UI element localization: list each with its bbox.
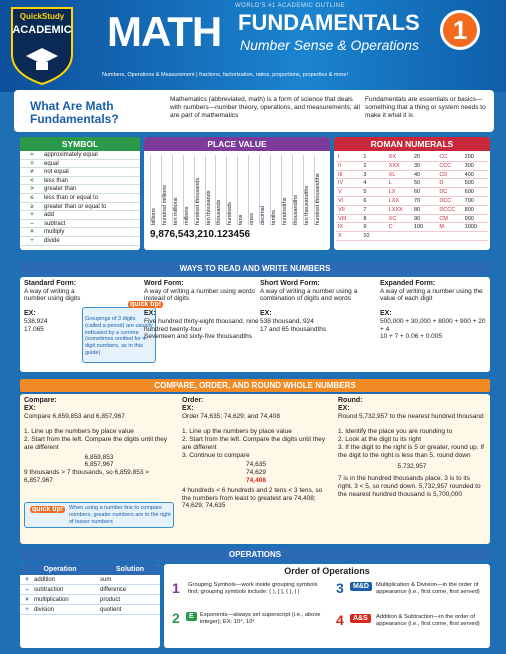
place-value-column: ten thousands	[205, 155, 215, 225]
symbol-meaning: add	[44, 212, 55, 219]
roman-numerals-panel	[334, 137, 490, 250]
page-subtitle: Number Sense & Operations	[240, 37, 419, 53]
compare-panel	[20, 394, 490, 544]
roman-grid	[334, 151, 490, 243]
order-n3: 74,408	[246, 476, 266, 484]
what-are-heading: What Are Math Fundamentals?	[30, 99, 119, 126]
compare-header: COMPARE, ORDER, AND ROUND WHOLE NUMBERS	[20, 379, 490, 392]
operation-name: subtraction	[34, 587, 64, 593]
place-value-panel	[144, 137, 330, 250]
roman-cell: 20	[412, 153, 437, 162]
order-conclusion: 4 hundreds < 6 hundreds and 2 tens < 3 tens, so the numbers from least to greatest are 74,408; 74,629; 74,635	[182, 486, 323, 510]
round-step1: 1. Identify the place you are rounding to	[338, 428, 453, 436]
operation-row	[20, 585, 160, 595]
symbol-glyph: ÷	[30, 237, 34, 244]
round-ex-text: Round 5,732,957 to the nearest hundred thousand	[338, 412, 484, 420]
compare-n1: 6,859,853	[84, 453, 114, 461]
roman-cell: 900	[463, 215, 488, 224]
expanded-ex1: 500,000 + 30,000 + 8000 + 900 + 20 + 4	[380, 317, 486, 333]
operation-symbol: ×	[25, 597, 29, 603]
roman-cell: V	[336, 188, 361, 197]
operations-table-header	[20, 564, 160, 575]
round-head: Round:	[338, 397, 363, 404]
symbol-panel	[20, 137, 140, 250]
roman-cell: 4	[361, 179, 386, 188]
operation-solution: quotient	[100, 607, 122, 613]
place-value-column: millions	[183, 155, 193, 225]
standard-ex-label: EX:	[24, 310, 36, 318]
expanded-form	[380, 280, 486, 341]
word-ex2: Seventeen and sixty-five thousandths	[144, 333, 253, 341]
compare-conclusion: 9 thousands > 7 thousands, so 6,859,853 > 6,857,967	[24, 469, 150, 484]
badge-main-text: ACADEMIC	[12, 24, 72, 36]
roman-cell: IX	[336, 223, 361, 232]
place-value-header: PLACE VALUE	[144, 137, 330, 151]
step-2-number: 2	[172, 610, 180, 626]
order-ex-label: EX:	[182, 404, 194, 412]
operation-name: division	[34, 607, 55, 613]
order-step1: 1. Line up the numbers by place value	[182, 428, 292, 436]
roman-cell: IV	[336, 179, 361, 188]
fundamentals-definition: Fundamentals are essentials or basics—something that a thing or system needs to make it what it is	[365, 96, 486, 119]
roman-cell: III	[336, 171, 361, 180]
place-value-column: thousandths	[292, 155, 302, 225]
symbol-meaning: greater than or equal to	[44, 203, 107, 210]
round-conclusion: 7 is in the hundred thousands place. 3 is to its right. 3 < 5, so round down. 5,732,957 rounded to the nearest hundred thousand is 5,700,000	[338, 475, 481, 498]
roman-cell	[463, 232, 488, 241]
roman-cell: DC	[437, 188, 462, 197]
operation-symbol: ÷	[25, 607, 29, 613]
expanded-ex2: 10 + 7 + 0.06 + 0.005	[380, 333, 442, 341]
roman-cell: 70	[412, 197, 437, 206]
roman-cell: XL	[387, 171, 412, 180]
symbol-meaning: less than or equal to	[44, 194, 99, 201]
topics-line: Numbers, Operations & Measurement | fractions, factorization, ratios, proportions, properties & more!	[102, 72, 348, 78]
symbol-row	[20, 203, 140, 212]
symbol-meaning: divide	[44, 237, 60, 244]
symbol-row	[20, 220, 140, 229]
compare-n2: 6,857,967	[84, 461, 114, 469]
roman-cell: L	[387, 179, 412, 188]
symbol-glyph: ≈	[30, 152, 34, 158]
order-n1: 74,635	[246, 461, 266, 469]
roman-cell: XC	[387, 215, 412, 224]
step-2-text: Exponents—always set superscript (i.e., above integer); EX: 10⁴, 10³	[200, 612, 321, 625]
roman-cell: 8	[361, 215, 386, 224]
operation-row	[20, 575, 160, 585]
symbol-row	[20, 185, 140, 194]
place-value-column: decimal	[259, 155, 269, 225]
symbol-row	[20, 151, 140, 160]
roman-cell: VI	[336, 197, 361, 206]
roman-cell: 80	[412, 206, 437, 215]
round-number: 5,732,957	[397, 463, 427, 471]
roman-cell: 1	[361, 153, 386, 162]
badge-top-text: QuickStudy	[19, 12, 65, 21]
roman-cell: 400	[463, 171, 488, 180]
symbol-glyph: +	[30, 212, 34, 219]
roman-cell: 40	[412, 171, 437, 180]
symbol-glyph: –	[30, 220, 34, 227]
compare-step2: 2. Start from the left. Compare the digits until they are different	[24, 435, 168, 451]
roman-cell	[437, 232, 462, 241]
standard-ex1: 538,924	[24, 317, 48, 325]
page-title: MATH	[107, 8, 222, 55]
short-ex2: 17 and 65 thousandths	[260, 325, 327, 333]
round-step3: 3. If the digit to the right is 5 or greater, round up. If the digit to the right is less than 5, round down	[338, 443, 484, 459]
step-1-number: 1	[172, 580, 180, 596]
roman-cell	[412, 232, 437, 241]
compare-numbers	[24, 454, 174, 470]
symbol-meaning: approximately equal	[44, 152, 98, 158]
roman-header: ROMAN NUMERALS	[334, 137, 490, 151]
roman-cell: CM	[437, 215, 462, 224]
symbol-header: SYMBOL	[20, 137, 140, 151]
order-step3: 3. Continue to compare	[182, 451, 250, 459]
symbol-meaning: multiply	[44, 229, 65, 236]
compare-head: Compare:	[24, 397, 57, 404]
symbol-list	[20, 151, 140, 246]
place-value-column: thousands	[215, 155, 225, 225]
step-3-tag: M&D	[350, 582, 372, 591]
operations-rows	[20, 575, 160, 615]
standard-head: Standard Form:	[24, 280, 77, 287]
symbol-row	[20, 160, 140, 169]
step-4-number: 4	[336, 612, 344, 628]
roman-cell: VIII	[336, 215, 361, 224]
symbol-row	[20, 177, 140, 186]
roman-cell: 1000	[463, 223, 488, 232]
symbol-row	[20, 194, 140, 203]
place-value-column: billions	[150, 155, 160, 225]
roman-cell: 500	[463, 179, 488, 188]
symbol-glyph: ≠	[30, 169, 34, 176]
word-ex1: Five hundred thirty-eight thousand, nine hundred twenty-four	[144, 317, 259, 333]
operation-symbol: –	[25, 587, 29, 593]
roman-cell: CC	[437, 153, 462, 162]
operation-row	[20, 595, 160, 605]
roman-cell: 700	[463, 197, 488, 206]
roman-cell: 600	[463, 188, 488, 197]
standard-desc: A way of writing a number using digits	[24, 287, 81, 303]
operation-row	[20, 605, 160, 615]
place-value-column: ones	[248, 155, 258, 225]
roman-cell: 800	[463, 206, 488, 215]
symbol-glyph: ≥	[30, 203, 34, 210]
step-2-tag: E	[186, 612, 197, 621]
place-value-column: hundredths	[281, 155, 291, 225]
roman-cell: M	[437, 223, 462, 232]
ways-header: WAYS TO READ AND WRITE NUMBERS	[20, 262, 490, 275]
roman-cell: 300	[463, 162, 488, 171]
compare-column	[24, 397, 174, 485]
expanded-head: Expanded Form:	[380, 280, 436, 287]
title-fundamentals: FUNDAMENTALS	[238, 10, 420, 35]
step-1-text: Grouping Symbols—work inside grouping symbols first; grouping symbols include: ( ), [ ], { }, | |	[188, 582, 318, 595]
roman-cell: DCCC	[437, 206, 462, 215]
roman-cell: 60	[412, 188, 437, 197]
place-value-column: tenths	[270, 155, 280, 225]
roman-cell: 30	[412, 162, 437, 171]
quickstudy-badge	[6, 4, 78, 86]
expanded-desc: A way of writing a number using the value of each digit	[380, 287, 483, 303]
step-4-tag: A&S	[350, 614, 371, 623]
short-desc: A way of writing a number using a combination of digits and words	[260, 287, 358, 303]
word-form	[144, 280, 272, 341]
order-step2: 2. Start from the left. Compare the digits until they are different	[182, 435, 326, 451]
compare-ex-text: Compare 6,859,853 and 6,857,967	[24, 412, 125, 420]
roman-cell: D	[437, 179, 462, 188]
roman-cell: LXX	[387, 197, 412, 206]
roman-cell: 3	[361, 171, 386, 180]
place-value-column: ten thousandths	[303, 155, 313, 225]
place-value-column: ten millions	[172, 155, 182, 225]
roman-cell	[387, 232, 412, 241]
symbol-glyph: ×	[30, 229, 34, 236]
symbol-meaning: greater than	[44, 186, 77, 193]
operation-solution: product	[100, 597, 121, 603]
math-definition: Mathematics (abbreviated, math) is a form of science that deals with numbers—number theory, operations, and measurements; all are part of mathematics	[170, 96, 360, 119]
roman-cell: X	[336, 232, 361, 241]
roman-cell: XXX	[387, 162, 412, 171]
symbol-meaning: less than	[44, 177, 69, 184]
place-value-column: hundred millions	[161, 155, 171, 225]
operation-name: multiplication	[34, 597, 69, 603]
roman-cell: C	[387, 223, 412, 232]
place-value-column: hundred thousands	[194, 155, 204, 225]
place-value-column: hundreds	[226, 155, 236, 225]
place-value-column: hundred thousandths	[314, 155, 324, 225]
roman-cell: 2	[361, 162, 386, 171]
operations-table	[20, 564, 160, 648]
symbol-row	[20, 168, 140, 177]
roman-cell: 5	[361, 188, 386, 197]
operations-header: OPERATIONS	[20, 548, 490, 561]
compare-tip-icon: quick tip!	[32, 506, 64, 513]
compare-step1: 1. Line up the numbers by place value	[24, 428, 134, 436]
short-head: Short Word Form:	[260, 280, 320, 287]
short-ex1: 538 thousand, 924	[260, 317, 314, 325]
roman-cell: 90	[412, 215, 437, 224]
roman-cell: 6	[361, 197, 386, 206]
roman-cell: I	[336, 153, 361, 162]
order-ex-text: Order 74,635; 74,629; and 74,408	[182, 412, 280, 420]
word-head: Word Form:	[144, 280, 184, 287]
symbol-meaning: subtract	[44, 220, 66, 227]
roman-cell: 10	[361, 232, 386, 241]
order-column	[182, 397, 330, 510]
standard-form	[24, 280, 82, 333]
operation-solution: difference	[100, 587, 127, 593]
step-3-text: Multiplication & Division—in the order of appearance (i.e., first come, first served)	[376, 582, 480, 595]
tagline: WORLD'S #1 ACADEMIC OUTLINE	[235, 3, 345, 9]
symbol-glyph: <	[30, 177, 34, 184]
round-column	[338, 397, 486, 499]
ways-panel	[20, 277, 490, 372]
symbol-row	[20, 237, 140, 246]
operation-name: addition	[34, 577, 56, 583]
symbol-row	[20, 211, 140, 220]
order-of-operations-panel	[164, 564, 490, 648]
roman-cell: LX	[387, 188, 412, 197]
step-4-text: Addition & Subtraction—in the order of appearance (i.e., first come, first served)	[376, 614, 480, 627]
guide-number-badge: 1	[440, 10, 480, 50]
order-numbers	[182, 461, 330, 484]
roman-cell: 9	[361, 223, 386, 232]
order-n2: 74,629	[246, 469, 266, 477]
roman-cell: XX	[387, 153, 412, 162]
compare-ex-label: EX:	[24, 404, 36, 412]
roman-cell: 7	[361, 206, 386, 215]
standard-ex2: 17.065	[24, 325, 44, 333]
quick-tip-text: Groupings of 3 digits (called a period) are usually indicated by a comma (sometimes omitted for 4-digit numbers, as in this guide)	[85, 316, 153, 356]
operation-solution: sum	[100, 577, 112, 583]
expanded-ex-label: EX:	[380, 310, 392, 318]
symbol-meaning: equal	[44, 160, 59, 167]
symbol-row	[20, 228, 140, 237]
roman-cell: CD	[437, 171, 462, 180]
roman-cell: 50	[412, 179, 437, 188]
place-value-column: tens	[237, 155, 247, 225]
roman-cell: CCC	[437, 162, 462, 171]
roman-cell: LXXX	[387, 206, 412, 215]
short-word-form	[260, 280, 374, 333]
operation-col-head: Operation	[43, 566, 77, 573]
compare-tip-text: When using a number line to compare numbers, greater numbers are to the right of lesser numbers	[69, 505, 171, 525]
word-ex-label: EX:	[144, 310, 156, 318]
roman-cell: DCC	[437, 197, 462, 206]
word-desc: A way of writing a number using words instead of digits	[144, 287, 255, 303]
solution-col-head: Solution	[116, 566, 144, 573]
step-3-number: 3	[336, 580, 344, 596]
symbol-glyph: >	[30, 186, 34, 193]
symbol-meaning: not equal	[44, 169, 69, 176]
symbol-glyph: ≤	[30, 194, 34, 201]
short-ex-label: EX:	[260, 310, 272, 318]
round-step2: 2. Look at the digit to its right	[338, 435, 422, 443]
operation-symbol: +	[25, 577, 29, 583]
roman-cell: II	[336, 162, 361, 171]
roman-cell: 100	[412, 223, 437, 232]
quick-tip-icon: quick tip!	[130, 301, 162, 308]
round-ex-label: EX:	[338, 404, 350, 412]
order-of-operations-title: Order of Operations	[284, 566, 370, 576]
order-head: Order:	[182, 397, 204, 404]
roman-cell: VII	[336, 206, 361, 215]
place-value-digits: 9,876,543,210.123456	[150, 229, 324, 243]
symbol-glyph: =	[30, 160, 34, 167]
roman-cell: 200	[463, 153, 488, 162]
